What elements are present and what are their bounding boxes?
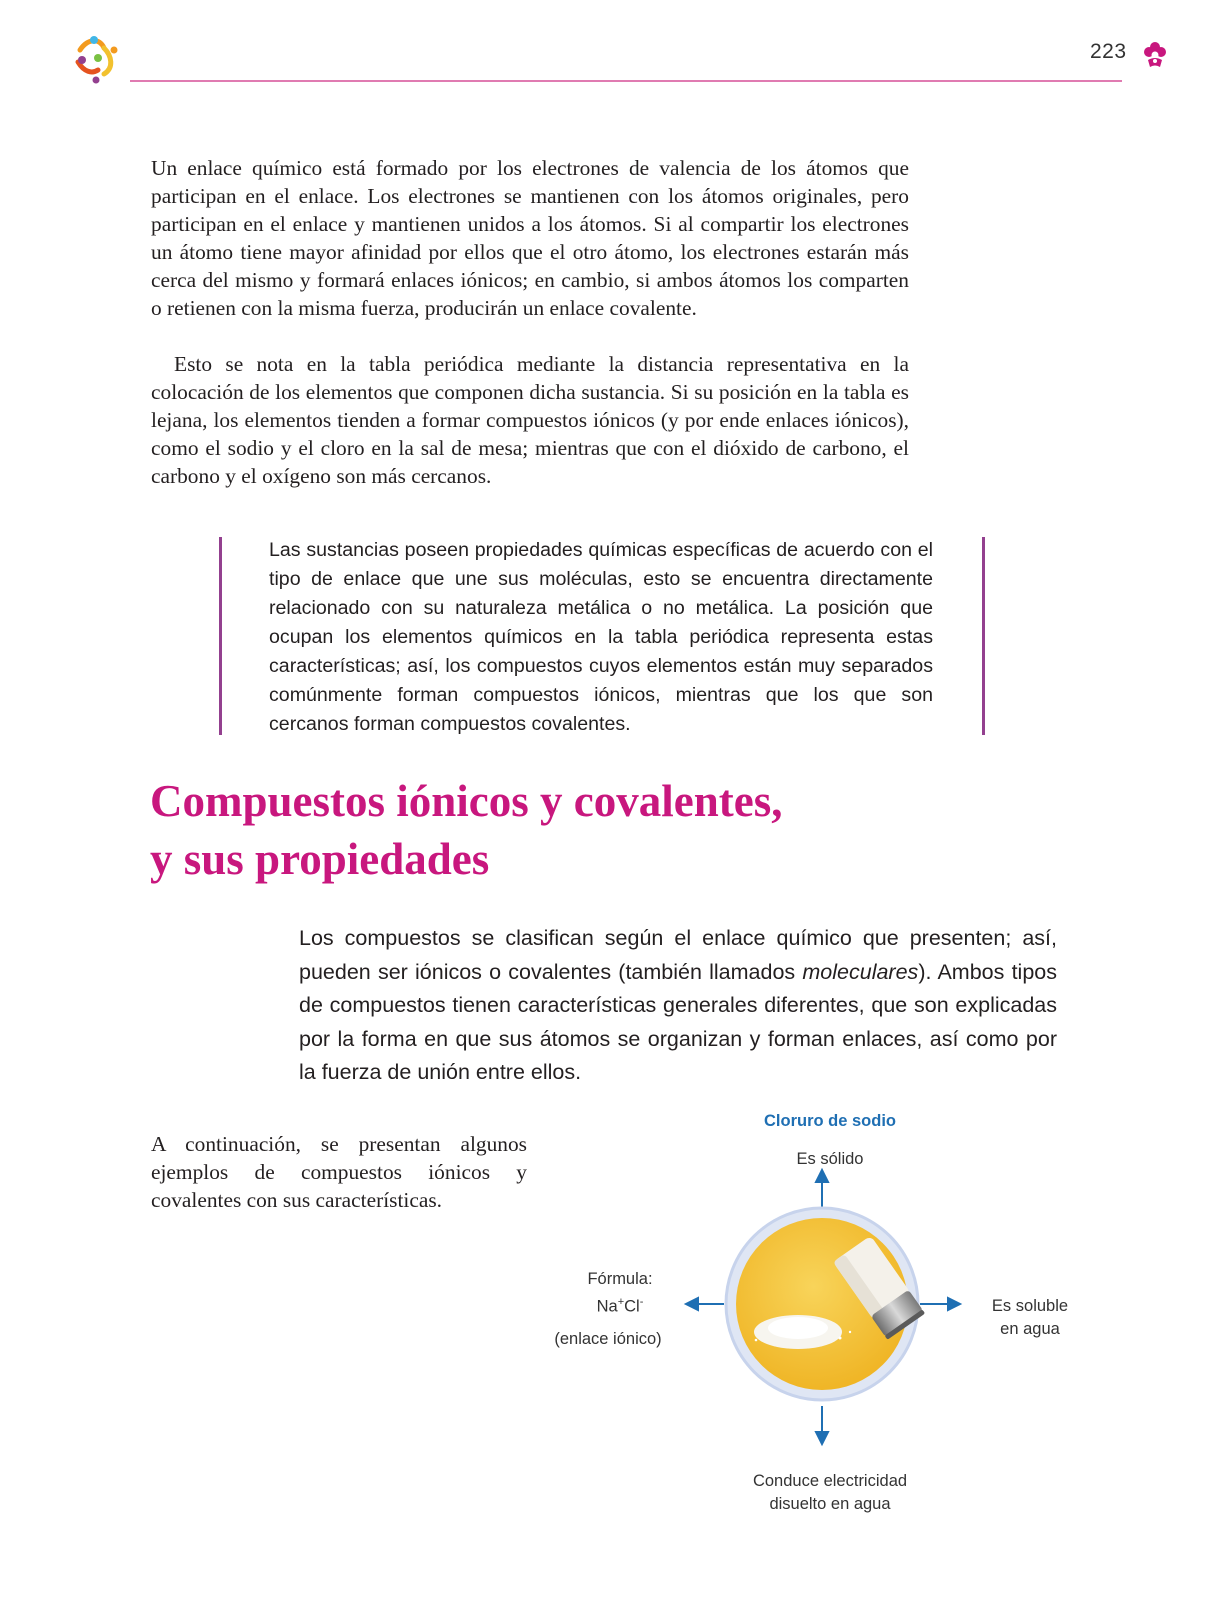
diagram-title: Cloruro de sodio [764, 1112, 896, 1130]
page-number: 223 [1090, 40, 1127, 63]
diagram-label-bottom-line-1: Conduce electricidad [752, 1472, 908, 1490]
intro-paragraph [299, 922, 1057, 1090]
header-rule [130, 80, 1122, 82]
diagram-label-formula [560, 1268, 680, 1319]
flower-icon [1142, 38, 1168, 70]
formula-symbol [560, 1291, 680, 1319]
diagram-label-right [970, 1295, 1090, 1341]
sodium-chloride-diagram [680, 1160, 980, 1460]
arrow-left-icon [686, 1298, 724, 1310]
diagram-label-right-line-1: Es soluble [991, 1297, 1069, 1315]
formula-cl: Cl [624, 1297, 640, 1316]
series-logo [70, 30, 128, 88]
callout-text: Las sustancias poseen propiedades químicas específicas de acuerdo con el tipo de enlace que une sus moléculas, esto se encuentra directamente relacionado con su naturaleza metálica o no metálica. La posición que ocupan los elementos químicos en la tabla periódica representa estas características; así, los compuestos cuyos elementos están muy separados comúnmente forman compuestos iónicos, mientras que los que son cercanos forman compuestos covalentes. [269, 539, 933, 735]
arrow-up-icon [816, 1170, 828, 1210]
formula-na: Na [596, 1297, 618, 1316]
diagram-label-right-line-2: en agua [1000, 1320, 1060, 1338]
formula-na-charge: + [617, 1296, 625, 1308]
section-title [150, 772, 1050, 888]
formula-heading: Fórmula: [587, 1270, 653, 1288]
diagram-label-bottom [720, 1470, 940, 1516]
body-paragraph-1: Un enlace químico está formado por los electrones de valencia de los átomos que participan en el enlace. Los electrones se mantienen con los átomos originales, pero participan en el enlace y mantienen unidos a los átomos. Si al compartir los electrones un átomo tiene mayor afinidad por ellos que el otro átomo, los electrones estarán más cerca del mismo y formará enlaces iónicos; en cambio, si ambos átomos los comparten o retienen con la misma fuerza, producirán un enlace covalente. [151, 156, 909, 320]
section-title-line-2: y sus propiedades [150, 834, 490, 884]
diagram-label-bond-type: (enlace iónico) [554, 1330, 662, 1348]
formula-cl-charge: - [639, 1296, 644, 1308]
side-paragraph: A continuación, se presentan algunos ejemplos de compuestos iónicos y covalentes con sus características. [151, 1132, 527, 1212]
intro-text-italic: moleculares [802, 959, 919, 984]
callout-bar-right [982, 537, 985, 735]
callout-bar-left [219, 537, 222, 735]
arrow-down-icon [816, 1406, 828, 1444]
diagram-label-top: Es sólido [796, 1150, 864, 1168]
arrow-right-icon [920, 1298, 960, 1310]
body-paragraph-2: Esto se nota en la tabla periódica mediante la distancia representativa en la colocación de los elementos que componen dicha sustancia. Si su posición en la tabla es lejana, los elementos tienden a formar compuestos iónicos (y por ende enlaces iónicos), como el sodio y el cloro en la sal de mesa; mientras que con el dióxido de carbono, el carbono y el oxígeno son más cercanos. [151, 352, 909, 488]
intro-text-before: Los compuestos se clasifican según el enlace químico que presenten; así, pueden ser iónicos o covalentes (también llamados [299, 926, 1057, 984]
diagram-label-bottom-line-2: disuelto en agua [769, 1495, 891, 1513]
intro-text-after: ). Ambos tipos de compuestos tienen características generales diferentes, que son explicadas por la forma en que sus átomos se organizan y forman enlaces, así como por la fuerza de unión entre ellos. [299, 959, 1057, 1084]
section-title-line-1: Compuestos iónicos y covalentes, [150, 776, 783, 826]
